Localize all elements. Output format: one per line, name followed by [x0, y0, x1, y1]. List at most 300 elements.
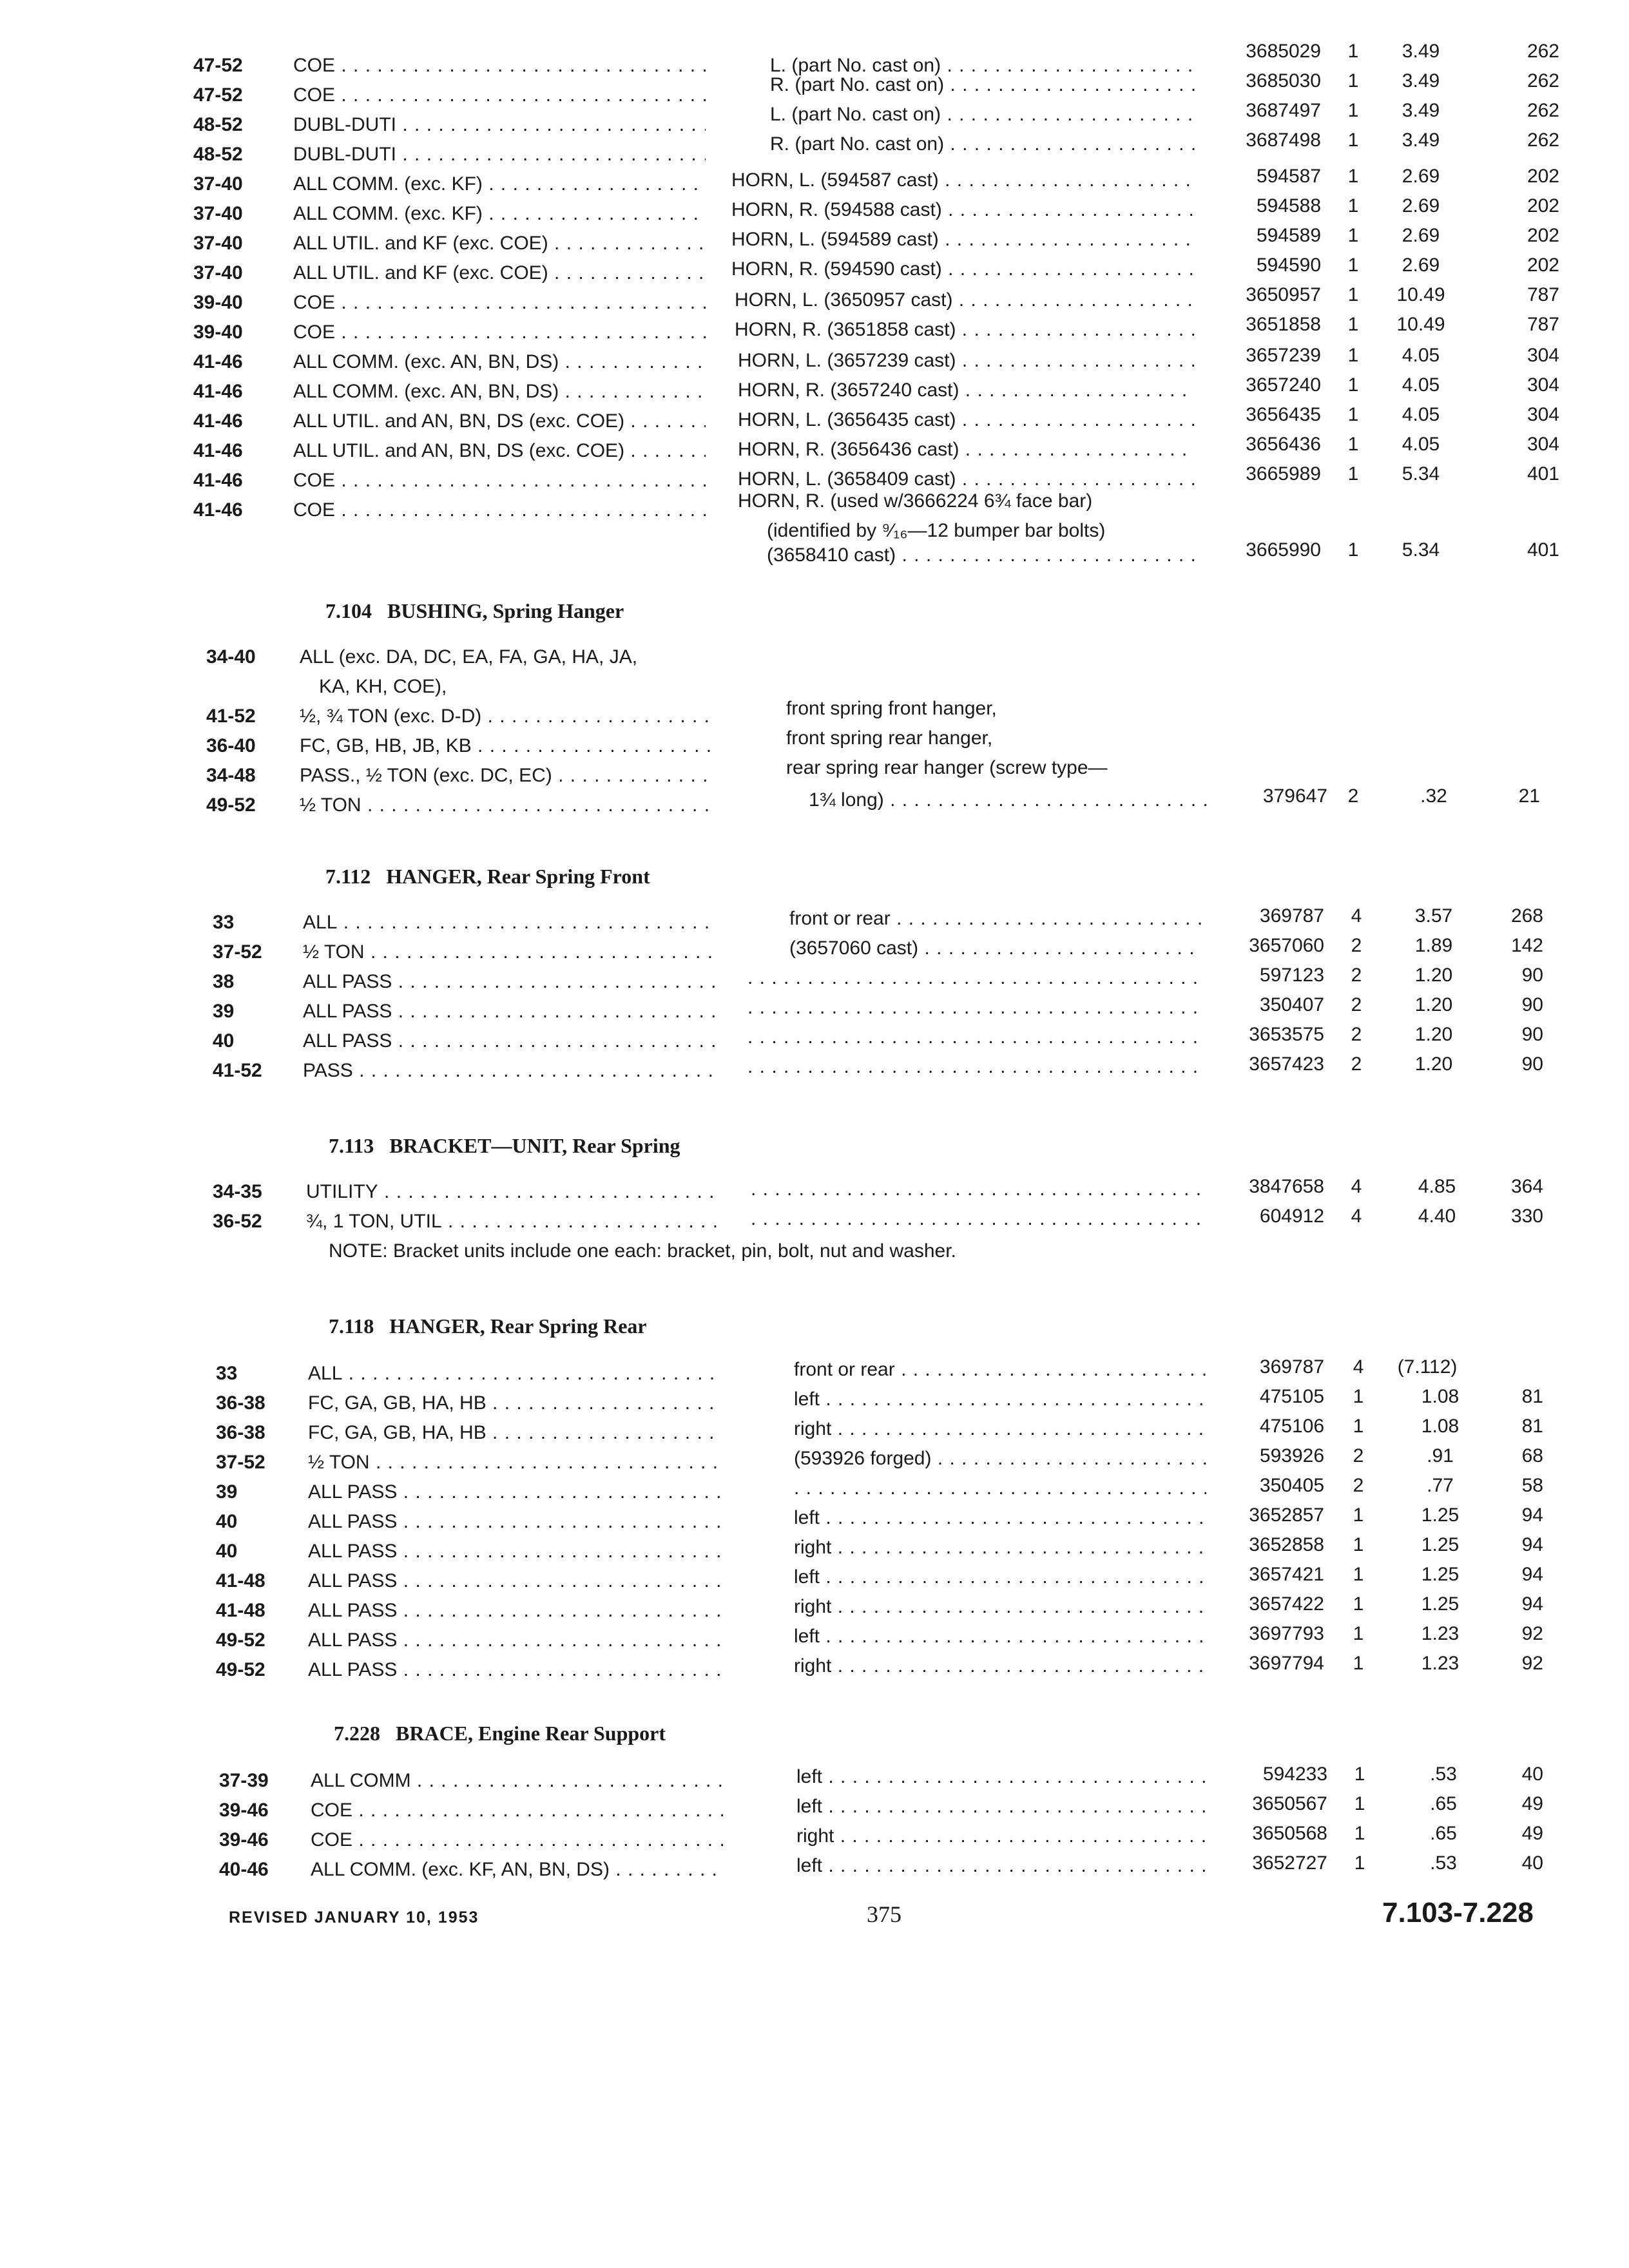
description-cell: HORN, L. (3657239 cast) . . . — [738, 348, 1195, 374]
part-number-cell: 3847658 — [1249, 1176, 1324, 1197]
part-number-cell: 594233 — [1262, 1763, 1327, 1785]
section-title: HANGER, Rear Spring Rear — [389, 1314, 647, 1338]
years-cell: 39 — [213, 1001, 235, 1022]
part-number-cell: 350407 — [1259, 994, 1324, 1015]
part-number-cell: 3650567 — [1252, 1793, 1327, 1814]
part-number-cell: 3687498 — [1246, 130, 1321, 151]
description-cell: right . . . — [796, 1823, 1206, 1849]
description-cell: HORN, R. (3656436 cast) . . . — [738, 437, 1195, 463]
years-cell: 47-52 — [193, 55, 243, 76]
table-row — [0, 1206, 1629, 1238]
table-row — [0, 785, 1629, 822]
price-cell: 3.49 — [1402, 130, 1440, 151]
quantity-cell: 1 — [1354, 1793, 1365, 1814]
years-cell: 48-52 — [193, 144, 243, 165]
part-number-cell: 593926 — [1259, 1445, 1324, 1466]
group-cell: 304 — [1527, 434, 1559, 455]
part-number-cell: 350405 — [1259, 1475, 1324, 1496]
application-cell: ALL PASS . . . — [303, 969, 715, 995]
description-cell — [747, 1024, 1202, 1050]
section-title: HANGER, Rear Spring Front — [386, 865, 650, 888]
part-number-cell: 3650957 — [1246, 284, 1321, 305]
group-cell: 92 — [1521, 1623, 1543, 1644]
application-cell: ALL COMM . . . — [311, 1768, 723, 1794]
years-cell: 37-52 — [213, 941, 262, 963]
part-number-cell: 3657239 — [1246, 345, 1321, 366]
group-cell: 58 — [1521, 1475, 1543, 1496]
years-cell: 38 — [213, 971, 235, 992]
quantity-cell: 1 — [1353, 1416, 1364, 1437]
group-cell: 94 — [1521, 1504, 1543, 1526]
group-cell: 304 — [1527, 345, 1559, 366]
quantity-cell: 1 — [1347, 166, 1359, 187]
group-cell: 40 — [1521, 1763, 1543, 1785]
price-cell: 4.05 — [1402, 434, 1440, 455]
quantity-cell: 1 — [1347, 539, 1359, 561]
description-cell: right . . . — [794, 1653, 1206, 1679]
description-cell: left . . . — [794, 1624, 1206, 1649]
years-cell: 49-52 — [216, 1659, 265, 1680]
application-cell: COE . . . — [293, 468, 706, 494]
part-number-cell: 475105 — [1259, 1386, 1324, 1407]
table-row — [0, 1852, 1629, 1887]
description-continuation: (3658410 cast) . . . — [767, 543, 1195, 568]
quantity-cell: 1 — [1353, 1504, 1364, 1526]
quantity-cell: 4 — [1351, 1176, 1362, 1197]
description-cell: front spring rear hanger, — [786, 727, 993, 749]
quantity-cell: 1 — [1353, 1623, 1364, 1644]
section-heading — [329, 1314, 647, 1338]
years-cell: 37-39 — [219, 1770, 269, 1791]
description-cell — [751, 1206, 1205, 1232]
group-cell: 364 — [1510, 1176, 1543, 1197]
years-cell: 37-52 — [216, 1452, 265, 1473]
price-cell: 1.23 — [1421, 1623, 1460, 1644]
part-number-cell: 594589 — [1256, 225, 1321, 246]
part-number-cell: 597123 — [1259, 965, 1324, 986]
application-cell: ALL UTIL. and KF (exc. COE) . . . — [293, 260, 706, 286]
part-number-cell: 594587 — [1256, 166, 1321, 187]
group-cell: 787 — [1527, 314, 1559, 335]
description-cell: HORN, L. (3650957 cast) . . . — [735, 287, 1195, 313]
years-cell: 48-52 — [193, 114, 243, 135]
price-cell: .65 — [1430, 1823, 1457, 1844]
group-cell: 90 — [1521, 1053, 1543, 1075]
application-cell: COE . . . — [311, 1827, 723, 1853]
price-cell: 1.20 — [1414, 1053, 1453, 1075]
years-cell: 41-46 — [193, 499, 243, 521]
application-cell: ALL PASS . . . — [303, 999, 715, 1024]
section-title: BRACKET—UNIT, Rear Spring — [389, 1134, 680, 1157]
quantity-cell: 1 — [1353, 1386, 1364, 1407]
group-cell: 94 — [1521, 1593, 1543, 1615]
part-number-cell: 604912 — [1259, 1206, 1324, 1227]
application-cell: UTILITY . . . — [306, 1179, 718, 1205]
price-cell: .53 — [1430, 1763, 1457, 1785]
price-cell: .53 — [1430, 1852, 1457, 1874]
description-cell: HORN, R. (594590 cast) . . . — [731, 256, 1195, 282]
part-number-cell: 3665989 — [1246, 463, 1321, 485]
application-cell: FC, GA, GB, HA, HB . . . — [308, 1390, 720, 1416]
application-cell: DUBL-DUTI . . . — [293, 112, 706, 138]
application-cell: COE . . . — [293, 290, 706, 316]
part-number-cell: 3665990 — [1246, 539, 1321, 561]
quantity-cell: 1 — [1347, 195, 1359, 216]
years-cell: 40 — [216, 1541, 238, 1562]
price-cell: 1.08 — [1421, 1416, 1460, 1437]
section-number: 7.228 — [334, 1722, 380, 1745]
group-cell: 330 — [1510, 1206, 1543, 1227]
part-number-cell: 3656436 — [1246, 434, 1321, 455]
years-cell: 34-40 — [206, 646, 256, 668]
years-cell: 41-46 — [193, 410, 243, 432]
years-cell: 41-46 — [193, 470, 243, 491]
description-cell: HORN, L. (594589 cast) . . . — [731, 227, 1195, 253]
years-cell: 49-52 — [206, 794, 256, 816]
price-cell: 4.05 — [1402, 404, 1440, 425]
section-number: 7.104 — [325, 599, 372, 622]
table-row — [0, 1653, 1629, 1687]
quantity-cell: 1 — [1347, 374, 1359, 396]
part-number-cell: 3657240 — [1246, 374, 1321, 396]
group-cell: 68 — [1521, 1445, 1543, 1466]
table-row — [0, 536, 1629, 566]
years-cell: 36-38 — [216, 1392, 265, 1414]
part-number-cell: 3653575 — [1249, 1024, 1324, 1045]
price-cell: 1.25 — [1421, 1593, 1460, 1615]
application-cell: DUBL-DUTI . . . — [293, 142, 706, 168]
description-cell: left . . . — [796, 1794, 1206, 1820]
years-cell: 41-46 — [193, 381, 243, 402]
description-cell: HORN, L. (3656435 cast) . . . — [738, 407, 1195, 433]
part-number-cell: 3657421 — [1249, 1564, 1324, 1585]
quantity-cell: 2 — [1351, 935, 1362, 956]
application-cell: ½ TON . . . — [303, 939, 715, 965]
part-number-cell: 369787 — [1259, 905, 1324, 927]
years-cell: 41-52 — [206, 706, 256, 727]
years-cell: 40 — [213, 1030, 235, 1052]
section-title: BUSHING, Spring Hanger — [387, 599, 624, 622]
part-number-cell: 3697793 — [1249, 1623, 1324, 1644]
price-cell: .65 — [1430, 1793, 1457, 1814]
description-cell: (593926 forged) . . . — [794, 1446, 1206, 1472]
description-cell: left . . . — [796, 1764, 1206, 1790]
quantity-cell: 1 — [1347, 255, 1359, 276]
price-cell: 1.25 — [1421, 1504, 1460, 1526]
part-number-cell: 369787 — [1259, 1356, 1324, 1378]
application-cell: ALL PASS . . . — [308, 1539, 720, 1564]
application-cell: ALL . . . — [303, 910, 715, 936]
price-cell: 10.49 — [1396, 314, 1445, 335]
group-cell: 304 — [1527, 374, 1559, 396]
price-cell: 1.20 — [1414, 965, 1453, 986]
part-number-cell: 3657422 — [1249, 1593, 1324, 1615]
price-cell: 1.25 — [1421, 1534, 1460, 1555]
quantity-cell: 1 — [1353, 1564, 1364, 1585]
application-cell: ALL PASS . . . — [303, 1028, 715, 1054]
description-cell: left . . . — [796, 1853, 1206, 1879]
application-cell: PASS., ½ TON (exc. DC, EC) . . . — [300, 763, 712, 789]
price-cell: 3.57 — [1414, 905, 1453, 927]
price-cell: 4.05 — [1402, 345, 1440, 366]
application-cell: ALL PASS . . . — [308, 1568, 720, 1594]
price-cell: 3.49 — [1402, 70, 1440, 91]
group-cell: 49 — [1521, 1823, 1543, 1844]
years-cell: 36-52 — [213, 1211, 262, 1232]
years-cell: 34-48 — [206, 765, 256, 786]
years-cell: 33 — [216, 1363, 238, 1384]
group-cell: 81 — [1521, 1416, 1543, 1437]
part-number-cell: 475106 — [1259, 1416, 1324, 1437]
description-cell: R. (part No. cast on) . . . — [770, 72, 1195, 98]
group-cell: 49 — [1521, 1793, 1543, 1814]
description-cell: front or rear . . . — [794, 1357, 1206, 1383]
description-cell: left . . . — [794, 1387, 1206, 1412]
group-cell: 21 — [1518, 785, 1540, 807]
price-cell: 2.69 — [1402, 225, 1440, 246]
section-note: NOTE: Bracket units include one each: bracket, pin, bolt, nut and washer. — [329, 1240, 956, 1262]
quantity-cell: 1 — [1347, 225, 1359, 246]
price-cell: 2.69 — [1402, 166, 1440, 187]
group-cell: 202 — [1527, 225, 1559, 246]
description-cell: HORN, L. (3658409 cast) . . . — [738, 466, 1195, 492]
part-number-cell: 594588 — [1256, 195, 1321, 216]
quantity-cell: 1 — [1353, 1593, 1364, 1615]
section-heading — [329, 1134, 680, 1158]
group-cell: 262 — [1527, 70, 1559, 91]
quantity-cell: 1 — [1347, 314, 1359, 335]
price-cell: 4.85 — [1418, 1176, 1456, 1197]
description-cell: front spring front hanger, — [786, 698, 997, 719]
quantity-cell: 1 — [1353, 1653, 1364, 1674]
description-cell: left . . . — [794, 1564, 1206, 1590]
quantity-cell: 1 — [1347, 404, 1359, 425]
quantity-cell: 1 — [1354, 1852, 1365, 1874]
part-number-cell: 3687497 — [1246, 100, 1321, 121]
application-cell: PASS . . . — [303, 1058, 715, 1084]
quantity-cell: 1 — [1347, 70, 1359, 91]
section-title: BRACE, Engine Rear Support — [396, 1722, 666, 1745]
description-cell — [747, 995, 1202, 1021]
quantity-cell: 1 — [1353, 1534, 1364, 1555]
quantity-cell: 4 — [1353, 1356, 1364, 1378]
application-cell: ALL UTIL. and AN, BN, DS (exc. COE) . . . — [293, 408, 706, 434]
quantity-cell: 2 — [1351, 1053, 1362, 1075]
group-cell: 81 — [1521, 1386, 1543, 1407]
table-row — [0, 1176, 1629, 1209]
group-cell: 262 — [1527, 130, 1559, 151]
quantity-cell: 2 — [1351, 994, 1362, 1015]
years-cell: 39-46 — [219, 1800, 269, 1821]
quantity-cell: 1 — [1354, 1823, 1365, 1844]
description-cell: HORN, R. (3651858 cast) . . . — [735, 317, 1195, 343]
group-cell: 90 — [1521, 1024, 1543, 1045]
description-cell: rear spring rear hanger (screw type— — [786, 757, 1108, 778]
price-cell: 1.20 — [1414, 994, 1453, 1015]
years-cell: 37-40 — [193, 203, 243, 224]
group-cell: 202 — [1527, 166, 1559, 187]
quantity-cell: 4 — [1351, 1206, 1362, 1227]
application-cell: ALL PASS . . . — [308, 1657, 720, 1683]
price-cell: 1.89 — [1414, 935, 1453, 956]
quantity-cell: 1 — [1354, 1763, 1365, 1785]
quantity-cell: 2 — [1351, 1024, 1362, 1045]
price-cell: 4.40 — [1418, 1206, 1456, 1227]
description-cell: (3657060 cast) . . . — [789, 936, 1202, 961]
part-number-cell: 594590 — [1256, 255, 1321, 276]
section-heading — [325, 599, 624, 623]
quantity-cell: 1 — [1347, 41, 1359, 62]
part-number-cell: 3657060 — [1249, 935, 1324, 956]
application-cell: COE . . . — [311, 1798, 723, 1823]
years-cell: 41-48 — [216, 1600, 265, 1621]
description-cell: right . . . — [794, 1416, 1206, 1442]
application-cell: ALL . . . — [308, 1361, 720, 1387]
group-cell: 94 — [1521, 1534, 1543, 1555]
years-cell: 41-52 — [213, 1060, 262, 1081]
description-cell: HORN, R. (594588 cast) . . . — [731, 197, 1195, 223]
application-cell: ALL UTIL. and AN, BN, DS (exc. COE) . . . — [293, 438, 706, 464]
group-cell: 401 — [1527, 539, 1559, 561]
price-cell: 1.25 — [1421, 1564, 1460, 1585]
years-cell: 37-40 — [193, 233, 243, 254]
years-cell: 36-40 — [206, 735, 256, 756]
price-cell: 2.69 — [1402, 195, 1440, 216]
description-cell: R. (part No. cast on) . . . — [770, 131, 1195, 157]
section-number: 7.112 — [325, 865, 371, 888]
application-cell: ALL COMM. (exc. KF, AN, BN, DS) . . . — [311, 1857, 723, 1883]
years-cell: 37-40 — [193, 262, 243, 284]
years-cell: 47-52 — [193, 84, 243, 106]
description-cell: L. (part No. cast on) . . . — [770, 102, 1195, 128]
part-number-cell: 3685029 — [1246, 41, 1321, 62]
group-cell: 40 — [1521, 1852, 1543, 1874]
years-cell: 36-38 — [216, 1422, 265, 1443]
part-number-cell: 3697794 — [1249, 1653, 1324, 1674]
quantity-cell: 1 — [1347, 345, 1359, 366]
application-cell: COE . . . — [293, 320, 706, 345]
application-cell: FC, GA, GB, HA, HB . . . — [308, 1420, 720, 1446]
price-cell: .32 — [1420, 785, 1447, 807]
application-cell: ALL COMM. (exc. KF) . . . — [293, 201, 706, 227]
years-cell: 49-52 — [216, 1629, 265, 1651]
application-cell: ½ TON . . . — [308, 1450, 720, 1475]
years-cell: 39-46 — [219, 1829, 269, 1850]
quantity-cell: 1 — [1347, 284, 1359, 305]
quantity-cell: 4 — [1351, 905, 1362, 927]
application-cell: COE . . . — [293, 53, 706, 79]
price-cell: .77 — [1427, 1475, 1454, 1496]
price-cell: 5.34 — [1402, 463, 1440, 485]
section-heading — [325, 865, 650, 889]
description-cell: HORN, R. (used w/3666224 6¾ face bar) — [738, 490, 1093, 512]
part-number-cell: 3651858 — [1246, 314, 1321, 335]
group-cell: 202 — [1527, 195, 1559, 216]
part-number-cell: 3657423 — [1249, 1053, 1324, 1075]
application-cell: FC, GB, HB, JB, KB . . . — [300, 733, 712, 759]
description-cell: HORN, R. (3657240 cast) . . . — [738, 378, 1195, 403]
application-cell: ALL COMM. (exc. KF) . . . — [293, 171, 706, 197]
price-cell: (7.112) — [1397, 1356, 1458, 1378]
price-cell: .91 — [1427, 1445, 1454, 1466]
group-cell: 90 — [1521, 994, 1543, 1015]
description-cell — [747, 965, 1202, 991]
group-cell: 94 — [1521, 1564, 1543, 1585]
application-cell: ½, ¾ TON (exc. D-D) . . . — [300, 704, 712, 729]
years-cell: 39-40 — [193, 292, 243, 313]
price-cell: 3.49 — [1402, 41, 1440, 62]
years-cell: 39-40 — [193, 322, 243, 343]
description-cell: right . . . — [794, 1535, 1206, 1561]
application-cell: ½ TON . . . — [300, 793, 712, 818]
section-number: 7.118 — [329, 1314, 374, 1338]
group-cell: 268 — [1510, 905, 1543, 927]
part-number-cell: 3652727 — [1252, 1852, 1327, 1874]
description-cell — [794, 1475, 1206, 1501]
description-cell: HORN, L. (594587 cast) . . . — [731, 168, 1195, 193]
price-cell: 1.08 — [1421, 1386, 1460, 1407]
group-cell: 92 — [1521, 1653, 1543, 1674]
group-cell: 304 — [1527, 404, 1559, 425]
part-number-cell: 3685030 — [1246, 70, 1321, 91]
group-cell: 142 — [1510, 935, 1543, 956]
part-number-cell: 3652857 — [1249, 1504, 1324, 1526]
group-cell: 202 — [1527, 255, 1559, 276]
application-cell: ALL (exc. DA, DC, EA, FA, GA, HA, JA, — [300, 646, 638, 668]
years-cell: 41-48 — [216, 1570, 265, 1591]
part-number-cell: 379647 — [1262, 785, 1327, 807]
years-cell: 34-35 — [213, 1181, 262, 1202]
price-cell: 5.34 — [1402, 539, 1440, 561]
quantity-cell: 1 — [1347, 463, 1359, 485]
page-number: 375 — [867, 1901, 901, 1927]
group-cell: 787 — [1527, 284, 1559, 305]
years-cell: 40-46 — [219, 1859, 269, 1880]
description-cell — [751, 1177, 1205, 1202]
application-cell: ALL COMM. (exc. AN, BN, DS) . . . — [293, 349, 706, 375]
group-cell: 262 — [1527, 100, 1559, 121]
description-cell: L. (part No. cast on) . . . — [770, 53, 1195, 79]
revision-date: REVISED JANUARY 10, 1953 — [229, 1908, 479, 1927]
price-cell: 1.23 — [1421, 1653, 1460, 1674]
quantity-cell: 2 — [1347, 785, 1359, 807]
description-cell: 1¾ long) . . . — [809, 787, 1208, 813]
years-cell: 40 — [216, 1511, 238, 1532]
price-cell: 1.20 — [1414, 1024, 1453, 1045]
description-continuation: (identified by ⁹⁄₁₆—12 bumper bar bolts) — [767, 520, 1106, 541]
section-range: 7.103-7.228 — [1382, 1897, 1534, 1928]
price-cell: 4.05 — [1402, 374, 1440, 396]
section-number: 7.113 — [329, 1134, 374, 1157]
part-number-cell: 3650568 — [1252, 1823, 1327, 1844]
application-cell: COE . . . — [293, 497, 706, 523]
description-cell — [747, 1054, 1202, 1080]
years-cell: 41-46 — [193, 440, 243, 461]
price-cell: 2.69 — [1402, 255, 1440, 276]
table-row — [0, 1053, 1629, 1088]
price-cell: 3.49 — [1402, 100, 1440, 121]
years-cell: 39 — [216, 1481, 238, 1503]
years-cell: 33 — [213, 912, 235, 933]
quantity-cell: 1 — [1347, 434, 1359, 455]
application-cell: ALL COMM. (exc. AN, BN, DS) . . . — [293, 379, 706, 405]
years-cell: 37-40 — [193, 173, 243, 195]
group-cell: 90 — [1521, 965, 1543, 986]
part-number-cell: 3652858 — [1249, 1534, 1324, 1555]
application-cell: ALL PASS . . . — [308, 1598, 720, 1624]
application-cell: COE . . . — [293, 82, 706, 108]
price-cell: 10.49 — [1396, 284, 1445, 305]
